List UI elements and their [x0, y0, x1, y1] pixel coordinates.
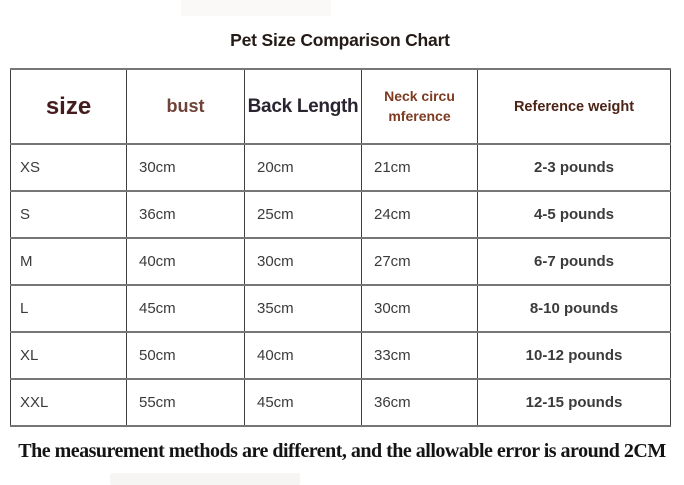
cell-neck: 33cm [362, 332, 478, 379]
cell-neck: 27cm [362, 238, 478, 285]
pet-size-table [10, 68, 671, 427]
cell-back-length: 35cm [245, 285, 362, 332]
scan-artifact-top [181, 0, 331, 16]
cell-weight: 4-5 pounds [478, 191, 671, 238]
table-row [11, 191, 671, 238]
cell-weight: 10-12 pounds [478, 332, 671, 379]
header-size: size [11, 69, 127, 144]
scan-artifact-bottom [110, 473, 300, 485]
table-row [11, 285, 671, 332]
table-header-row [11, 69, 671, 144]
cell-weight: 8-10 pounds [478, 285, 671, 332]
header-reference-weight: Reference weight [478, 69, 671, 144]
cell-size: M [11, 238, 127, 285]
table-row [11, 238, 671, 285]
table-row [11, 332, 671, 379]
cell-back-length: 25cm [245, 191, 362, 238]
cell-neck: 24cm [362, 191, 478, 238]
cell-size: XS [11, 144, 127, 191]
cell-back-length: 30cm [245, 238, 362, 285]
cell-neck: 21cm [362, 144, 478, 191]
header-neck-circumference [362, 69, 478, 144]
cell-size: S [11, 191, 127, 238]
header-bust: bust [127, 69, 245, 144]
cell-bust: 36cm [127, 191, 245, 238]
cell-bust: 40cm [127, 238, 245, 285]
cell-back-length: 45cm [245, 379, 362, 426]
cell-weight: 6-7 pounds [478, 238, 671, 285]
cell-bust: 45cm [127, 285, 245, 332]
cell-weight: 2-3 pounds [478, 144, 671, 191]
table-row [11, 379, 671, 426]
page-title: Pet Size Comparison Chart [230, 30, 450, 50]
cell-back-length: 40cm [245, 332, 362, 379]
header-neck-line1: Neck circu [384, 87, 455, 104]
cell-bust: 50cm [127, 332, 245, 379]
cell-neck: 30cm [362, 285, 478, 332]
cell-weight: 12-15 pounds [478, 379, 671, 426]
table-row [11, 144, 671, 191]
cell-back-length: 20cm [245, 144, 362, 191]
header-back-length: Back Length [245, 69, 362, 144]
cell-neck: 36cm [362, 379, 478, 426]
cell-size: XL [11, 332, 127, 379]
measurement-disclaimer: The measurement methods are different, and the allowable error is around 2CM [18, 440, 666, 462]
cell-bust: 30cm [127, 144, 245, 191]
cell-bust: 55cm [127, 379, 245, 426]
header-neck-line2: mference [388, 107, 451, 124]
cell-size: XXL [11, 379, 127, 426]
cell-size: L [11, 285, 127, 332]
